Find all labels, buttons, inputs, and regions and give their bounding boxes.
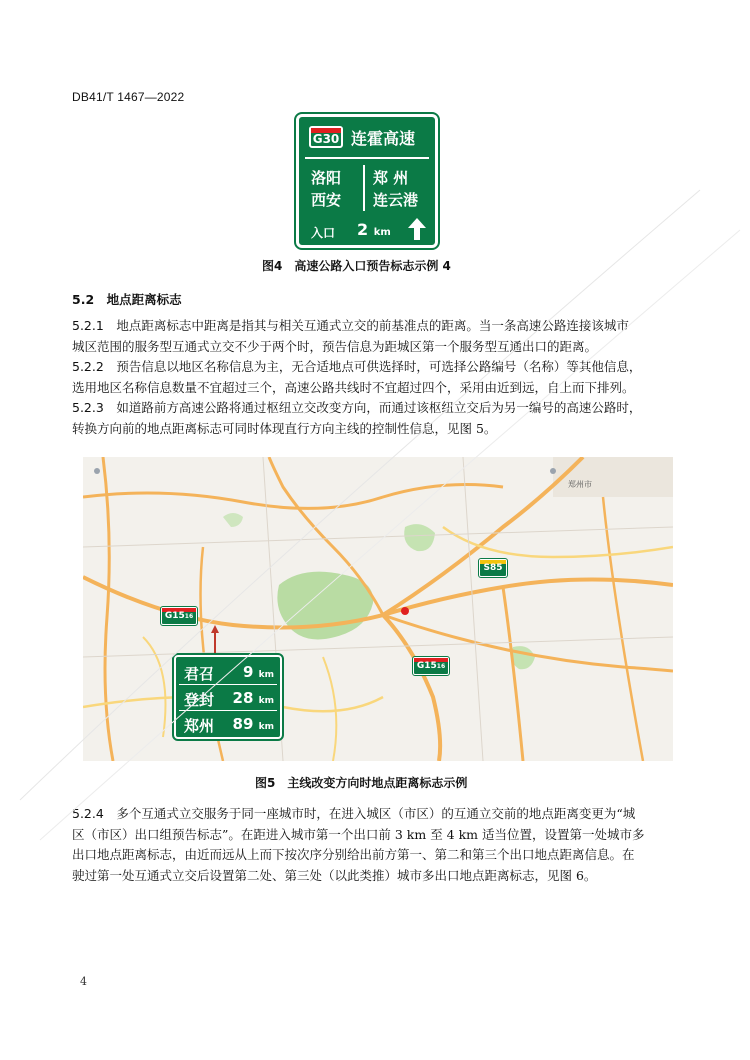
paragraph-5-2-2: 5.2.2 预告信息以地区名称信息为主，无合适地点可供选择时，可选择公路编号（名称）等其他信息， 选用地区名称信息数量不宜超过三个，高速公路共线时不宜超过四个，采用由近到远，自上而下排列。 — [72, 359, 642, 395]
figure5-caption: 图5 主线改变方向时地点距离标志示例 — [255, 776, 468, 790]
distance-row: 郑州 89 km — [184, 715, 274, 735]
route-code: G30 — [312, 132, 340, 146]
location-distance-sign — [174, 655, 282, 739]
section-heading: 5.2 地点距离标志 — [72, 292, 182, 307]
figure4-caption: 图4 高速公路入口预告标志示例 4 — [262, 259, 451, 273]
route-badge-g15-left: G1516 — [161, 607, 197, 625]
entry-distance: 2 km — [357, 220, 391, 239]
arrow-up-icon — [407, 217, 427, 241]
entry-label: 入口 — [311, 226, 336, 240]
sign-divider — [305, 157, 429, 159]
right-city-2: 连云港 — [373, 191, 419, 209]
page-number: 4 — [80, 975, 87, 988]
left-city-2: 西安 — [311, 191, 342, 209]
distance-row: 君召 9 km — [184, 663, 274, 683]
map-label-zhengzhou: 郑州市 — [568, 480, 592, 489]
distance-row: 登封 28 km — [184, 689, 274, 709]
route-name: 连霍高速 — [351, 129, 416, 148]
route-badge-g15-right: G1516 — [413, 657, 449, 675]
sign-vertical-divider — [363, 165, 365, 211]
paragraph-5-2-4: 5.2.4 多个互通式立交服务于同一座城市时，在进入城区（市区）的互通立交前的地点距离变更为“城 区（市区）出口组预告标志”。在距进入城市第一个出口前 3 km 至 4 km 适当位置，设置第一处城市多 出口地点距离标志，由近而远从上而下按次序分别给出前方第一、第二和第三个出口地点距离信息。在 驶过第一处互通式立交后设置第二处、第三处（以此类推）城市多出口地点距离标志，见图 6。 — [72, 806, 645, 883]
route-shield — [309, 126, 343, 148]
right-city-1: 郑 州 — [373, 169, 409, 187]
document-id: DB41/T 1467—2022 — [72, 90, 185, 104]
left-city-1: 洛阳 — [311, 169, 342, 187]
route-map — [83, 457, 673, 761]
route-badge-s85: S85 — [479, 559, 507, 577]
paragraph-5-2-1: 5.2.1 地点距离标志中距离是指其与相关互通式立交的前基准点的距离。当一条高速公路连接该城市 城区范围的服务型互通式立交不少于两个时，预告信息为距城区第一个服务型互通出口的距离。 — [72, 318, 629, 354]
expressway-entrance-sign — [296, 114, 438, 248]
paragraph-5-2-3: 5.2.3 如道路前方高速公路将通过枢纽立交改变方向，而通过该枢纽立交后为另一编号的高速公路时， 转换方向前的地点距离标志可同时体现直行方向主线的控制性信息，见图 5。 — [72, 400, 642, 436]
